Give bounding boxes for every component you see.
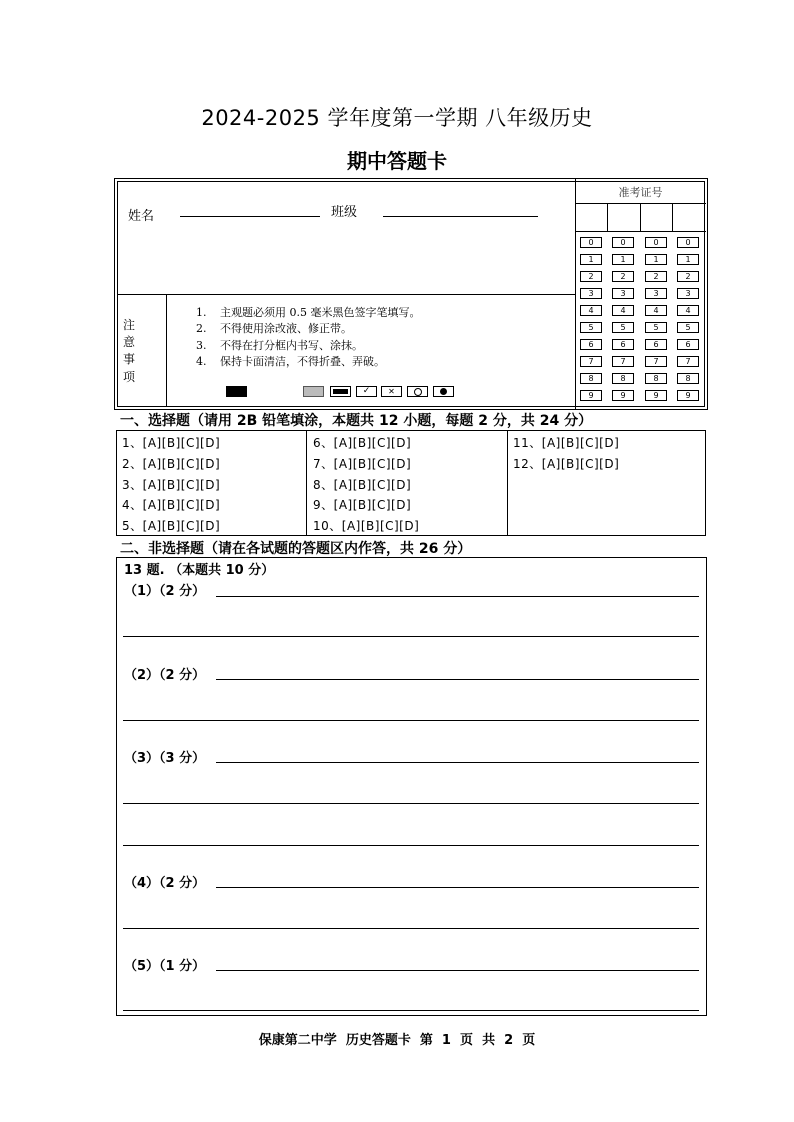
answer-line[interactable] [216, 762, 699, 763]
exam-id-bubble[interactable]: 3 [580, 288, 602, 299]
exam-id-bubble[interactable]: 6 [580, 339, 602, 350]
notice-number: 2. [196, 322, 207, 336]
answer-line[interactable] [123, 803, 699, 804]
part-label: （1）（2 分） [124, 584, 206, 599]
exam-id-bubble[interactable]: 1 [580, 254, 602, 265]
choice-item[interactable]: 12、[A][B][C][D] [513, 456, 620, 471]
answer-line[interactable] [216, 679, 699, 680]
choice-item[interactable]: 3、[A][B][C][D] [122, 477, 221, 492]
check-mark-example [356, 386, 377, 397]
notice-label-char: 意 [123, 335, 136, 349]
choice-item[interactable]: 9、[A][B][C][D] [313, 498, 412, 513]
choice-item[interactable]: 1、[A][B][C][D] [122, 436, 221, 450]
exam-id-label: 准考证号 [618, 186, 663, 199]
choice-item[interactable]: 11、[A][B][C][D] [513, 436, 620, 450]
circle-icon [414, 388, 422, 396]
choice-item[interactable]: 4、[A][B][C][D] [122, 498, 221, 513]
exam-id-bubble[interactable]: 4 [645, 305, 667, 316]
exam-id-bubble[interactable]: 0 [645, 237, 667, 248]
exam-id-bubble[interactable]: 6 [677, 339, 699, 350]
answer-line[interactable] [216, 887, 699, 888]
answer-line[interactable] [123, 720, 699, 721]
page-title: 2024-2025 学年度第一学期 八年级历史 [201, 106, 593, 130]
cross-mark-example [381, 386, 402, 397]
page-subtitle: 期中答题卡 [347, 149, 447, 173]
exam-id-bubble[interactable]: 0 [612, 237, 634, 248]
exam-id-bubble[interactable]: 7 [677, 356, 699, 367]
exam-id-cell-divider [672, 203, 673, 231]
notice-list [196, 305, 421, 370]
notice-item: 不得在打分框内书写、涂抹。 [220, 338, 363, 352]
part-label: （3）（3 分） [124, 751, 206, 766]
exam-id-bubble[interactable]: 9 [645, 390, 667, 401]
cross-icon: ✕ [388, 387, 395, 396]
section2-heading: 二、非选择题（请在各试题的答题区内作答，共 26 分） [120, 541, 472, 557]
exam-id-bubble[interactable]: 6 [645, 339, 667, 350]
divider [575, 179, 576, 409]
name-label: 姓名 [128, 209, 155, 224]
circle-mark-example [407, 386, 428, 397]
exam-id-bubble[interactable]: 3 [612, 288, 634, 299]
exam-id-cell-divider [640, 203, 641, 231]
exam-id-bubble[interactable]: 8 [645, 373, 667, 384]
answer-line[interactable] [123, 1010, 699, 1011]
exam-id-bubble[interactable]: 3 [677, 288, 699, 299]
divider [117, 294, 575, 295]
exam-id-bubble[interactable]: 2 [580, 271, 602, 282]
exam-id-bubble[interactable]: 5 [645, 322, 667, 333]
exam-id-bubble[interactable]: 8 [580, 373, 602, 384]
notice-item: 主观题必须用 0.5 毫米黑色签字笔填写。 [220, 306, 421, 319]
exam-id-bubble[interactable]: 2 [677, 271, 699, 282]
exam-id-bubble[interactable]: 1 [677, 254, 699, 265]
exam-id-bubble[interactable]: 8 [612, 373, 634, 384]
exam-id-bubble[interactable]: 4 [580, 305, 602, 316]
notice-item: 保持卡面清洁，不得折叠、弄破。 [220, 354, 385, 368]
exam-id-bubble[interactable]: 7 [580, 356, 602, 367]
exam-id-bubble[interactable]: 5 [677, 322, 699, 333]
exam-id-bubble[interactable]: 2 [612, 271, 634, 282]
divider [575, 231, 706, 232]
notice-label-char: 注 [123, 318, 136, 332]
exam-id-bubble[interactable]: 5 [580, 322, 602, 333]
exam-id-bubble[interactable]: 6 [612, 339, 634, 350]
choice-item[interactable]: 10、[A][B][C][D] [313, 519, 420, 534]
exam-id-bubble[interactable]: 4 [677, 305, 699, 316]
choice-item[interactable]: 2、[A][B][C][D] [122, 456, 221, 471]
answer-line[interactable] [216, 596, 699, 597]
wrong-fill-gray [303, 386, 324, 397]
choice-item[interactable]: 8、[A][B][C][D] [313, 477, 412, 492]
exam-id-bubble[interactable]: 7 [612, 356, 634, 367]
notice-number: 3. [196, 338, 207, 352]
exam-id-bubble[interactable]: 1 [645, 254, 667, 265]
answer-line[interactable] [123, 636, 699, 637]
divider [507, 430, 508, 536]
part-label: （2）（2 分） [124, 668, 206, 683]
exam-id-bubble[interactable]: 4 [612, 305, 634, 316]
exam-id-bubble[interactable]: 3 [645, 288, 667, 299]
divider [166, 294, 167, 407]
answer-line[interactable] [216, 970, 699, 971]
dot-icon [440, 388, 447, 395]
notice-item: 不得使用涂改液、修正带。 [220, 322, 352, 336]
exam-id-bubble[interactable]: 9 [677, 390, 699, 401]
wrong-fill-partial [330, 386, 351, 397]
exam-id-bubble[interactable]: 5 [612, 322, 634, 333]
exam-id-cell-divider [607, 203, 608, 231]
exam-id-bubble[interactable]: 8 [677, 373, 699, 384]
notice-number: 4. [196, 354, 207, 368]
name-field[interactable] [180, 216, 320, 217]
class-field[interactable] [383, 216, 538, 217]
part-label: （5）（1 分） [124, 959, 206, 974]
notice-label-char: 事 [123, 352, 136, 366]
exam-id-bubble[interactable]: 1 [612, 254, 634, 265]
exam-id-bubble[interactable]: 0 [580, 237, 602, 248]
answer-line[interactable] [123, 928, 699, 929]
class-label: 班级 [331, 205, 358, 220]
exam-id-bubble[interactable]: 7 [645, 356, 667, 367]
question-title: 13 题. （本题共 10 分） [124, 563, 275, 578]
choice-item[interactable]: 6、[A][B][C][D] [313, 436, 412, 450]
divider [306, 430, 307, 536]
exam-id-bubble[interactable]: 9 [612, 390, 634, 401]
exam-id-bubble[interactable]: 2 [645, 271, 667, 282]
dot-mark-example [433, 386, 454, 397]
notice-label-char: 项 [123, 370, 136, 384]
part-label: （4）（2 分） [124, 876, 206, 891]
correct-fill-example [226, 386, 247, 397]
answer-box [116, 557, 707, 1016]
exam-id-bubble[interactable]: 0 [677, 237, 699, 248]
choice-item[interactable]: 7、[A][B][C][D] [313, 456, 412, 471]
notice-number: 1. [196, 306, 207, 319]
choice-item[interactable]: 5、[A][B][C][D] [122, 519, 221, 534]
check-icon: ✓ [362, 386, 371, 396]
answer-line[interactable] [123, 845, 699, 846]
page-footer: 保康第二中学 历史答题卡 第 1 页 共 2 页 [258, 1033, 536, 1048]
section1-heading: 一、选择题（请用 2B 铅笔填涂，本题共 12 小题，每题 2 分，共 24 分） [120, 413, 593, 429]
exam-id-bubble[interactable]: 9 [580, 390, 602, 401]
